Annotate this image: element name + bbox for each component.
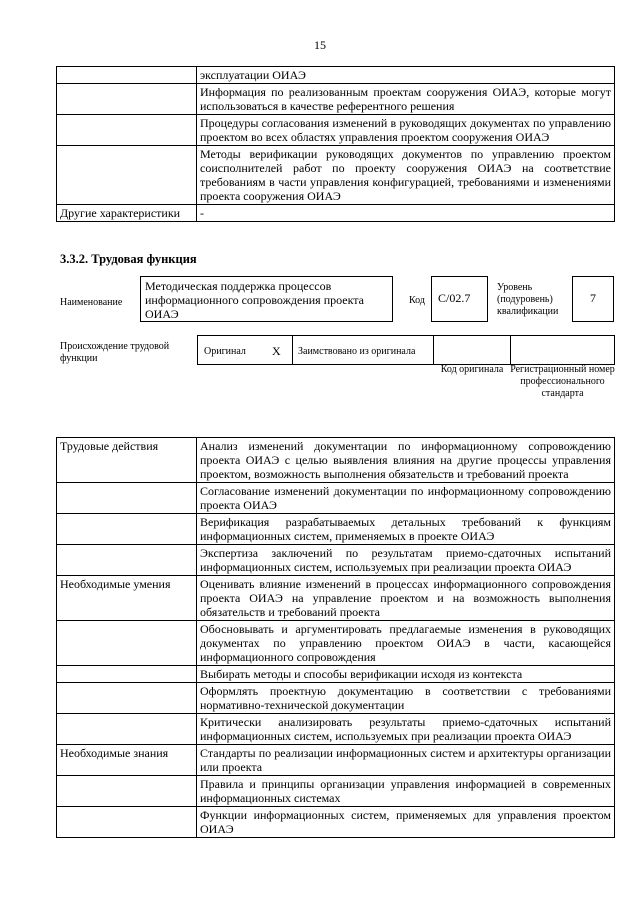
- function-name-box: [140, 276, 393, 322]
- table-row: [57, 666, 615, 683]
- table-cell: Выбирать методы и способы верификации исходя из контекста: [197, 666, 615, 683]
- row-value: Методы верификации руководящих документов по управлению проектом соисполнителей работ по проекту сооружения ОИАЭ на соответствие требованиям в части управления конфигурацией, требованиями и изменениями проекта сооружения ОИАЭ: [197, 146, 615, 205]
- table-cell: Анализ изменений документации по информационному сопровождению проекта ОИАЭ с целью выявления влияния на другие процессы управления проектом, возможность выполнения обязательств и требований проекта: [197, 438, 615, 483]
- table-row: [57, 807, 615, 838]
- table-row: [57, 438, 615, 483]
- table-row: [57, 683, 615, 714]
- reg-nomer-label: Регистрационный номер профессионального стандарта: [510, 364, 615, 399]
- table-cell: Обосновывать и аргументировать предлагаемые изменения в руководящих документах по управлению проектом ОИАЭ в части, касающейся информационного сопровождения: [197, 621, 615, 666]
- table-row: [57, 514, 615, 545]
- table-row: [57, 84, 615, 115]
- table-row: [57, 776, 615, 807]
- table-row: [57, 545, 615, 576]
- table-cell: Функции информационных систем, применяемых для управления проектом ОИАЭ: [197, 807, 615, 838]
- original-label: Оригинал: [204, 346, 246, 357]
- table-cell: Согласование изменений документации по информационному сопровождению проекта ОИАЭ: [197, 483, 615, 514]
- table-row: [57, 576, 615, 621]
- level-value: 7: [590, 291, 596, 305]
- section-title: Трудовые действия: [57, 438, 197, 483]
- section-title: Необходимые знания: [57, 745, 197, 776]
- table-row: [57, 621, 615, 666]
- top-table: [56, 66, 615, 222]
- table-row: [57, 205, 615, 222]
- section-heading: 3.3.2. Трудовая функция: [60, 252, 197, 266]
- row-value: Процедуры согласования изменений в руководящих документах по управлению проектом во всех областях управления проектом сооружения ОИАЭ: [197, 115, 615, 146]
- table-row: [57, 67, 615, 84]
- section-title: Необходимые умения: [57, 576, 197, 621]
- row-label: Другие характеристики: [57, 205, 197, 222]
- borrowed-box: [292, 335, 434, 365]
- table-row: [57, 483, 615, 514]
- row-value: Информация по реализованным проектам сооружения ОИАЭ, которые могут использоваться в качестве референтного решения: [197, 84, 615, 115]
- code-original-box: [433, 335, 511, 365]
- table-cell: Стандарты по реализации информационных систем и архитектуры организации или проекта: [197, 745, 615, 776]
- row-value: эксплуатации ОИАЭ: [197, 67, 615, 84]
- row-value: -: [197, 205, 615, 222]
- level-label: Уровень (подуровень) квалификации: [497, 282, 559, 317]
- reg-number-box: [510, 335, 615, 365]
- kod-value: C/02.7: [438, 291, 471, 305]
- origin-label: Происхождение трудовой функции: [60, 341, 170, 364]
- table-cell: Оформлять проектную документацию в соответствии с требованиями нормативно-технической документации: [197, 683, 615, 714]
- naimenovanie-label: Наименование: [60, 297, 123, 308]
- kod-label: Код: [409, 295, 425, 306]
- kod-originala-label: Код оригинала: [440, 364, 504, 375]
- table-row: [57, 115, 615, 146]
- table-row: [57, 146, 615, 205]
- table-cell: Верификация разрабатываемых детальных требований к функциям информационных систем, применяемых в проекте ОИАЭ: [197, 514, 615, 545]
- row-label: [57, 67, 197, 84]
- kod-box: [431, 276, 488, 322]
- borrowed-label: Заимствовано из оригинала: [298, 346, 416, 357]
- table-row: [57, 714, 615, 745]
- function-table: [56, 437, 615, 838]
- table-cell: Критически анализировать результаты приемо-сдаточных испытаний информационных систем, используемых при реализации проекта ОИАЭ: [197, 714, 615, 745]
- level-box: [572, 276, 614, 322]
- table-row: [57, 745, 615, 776]
- page-number: 15: [314, 38, 326, 52]
- original-box: [197, 335, 293, 365]
- original-mark: X: [272, 344, 281, 358]
- function-name: Методическая поддержка процессов информационного сопровождения проекта ОИАЭ: [145, 279, 364, 321]
- table-cell: Экспертиза заключений по результатам приемо-сдаточных испытаний информационных систем, используемых при реализации проекта ОИАЭ: [197, 545, 615, 576]
- table-cell: Оценивать влияние изменений в процессах информационного сопровождения проекта ОИАЭ на управление проектом и на возможность выполнения обязательств и требований проекта: [197, 576, 615, 621]
- table-cell: Правила и принципы организации управления информацией в современных информационных системах: [197, 776, 615, 807]
